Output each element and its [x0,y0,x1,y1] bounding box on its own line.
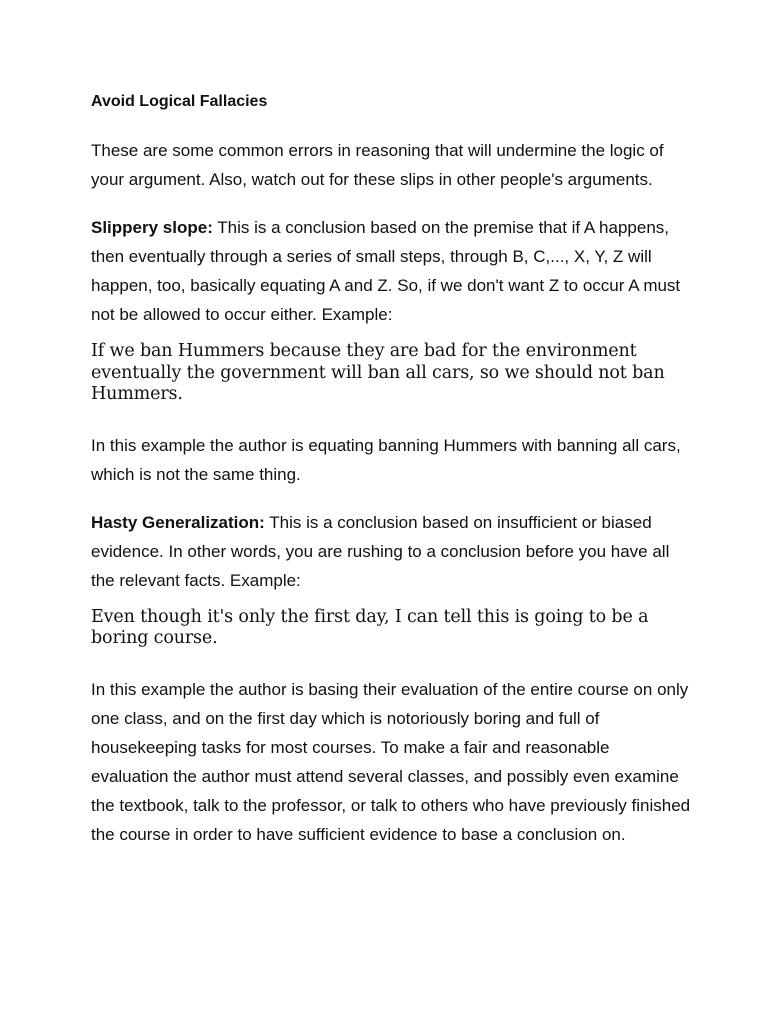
intro-paragraph: These are some common errors in reasoning that will undermine the logic of your argument. Also, watch out for these slips in other people's arguments. [91,141,664,189]
document-title: Avoid Logical Fallacies [91,93,268,110]
slippery-slope-definition-text: This is a conclusion based on the premise that if A happens, then eventually through a series of small steps, through B, C,..., X, Y, Z will happen, too, basically equating A and Z. So, if we don't want Z to occur A must not be allowed to occur either. Example: [91,218,681,324]
slippery-slope-term: Slippery slope: [91,218,213,237]
hasty-generalization-definition [91,508,691,595]
hasty-generalization-example: Even though it's only the first day, I can tell this is going to be a boring course. [91,606,649,648]
slippery-slope-definition [91,213,691,329]
hasty-generalization-term: Hasty Generalization: [91,512,265,532]
document-page [91,90,691,868]
hasty-generalization-definition-text: This is a conclusion based on insufficient or biased evidence. In other words, you are rushing to a conclusion before you have all the relevant facts. Example: [91,512,670,590]
slippery-slope-example: If we ban Hummers because they are bad for the environment eventually the government will ban all cars, so we should not ban Hummers. [91,341,665,404]
hasty-generalization-explanation: In this example the author is basing their evaluation of the entire course on only one class, and on the first day which is notoriously boring and full of housekeeping tasks for most courses. To make a fair and reasonable evaluation the author must attend several classes, and possibly even examine the textbook, talk to the professor, or talk to others who have previously finished the course in order to have sufficient evidence to base a conclusion on. [91,679,691,844]
slippery-slope-explanation: In this example the author is equating banning Hummers with banning all cars, which is not the same thing. [91,435,681,484]
